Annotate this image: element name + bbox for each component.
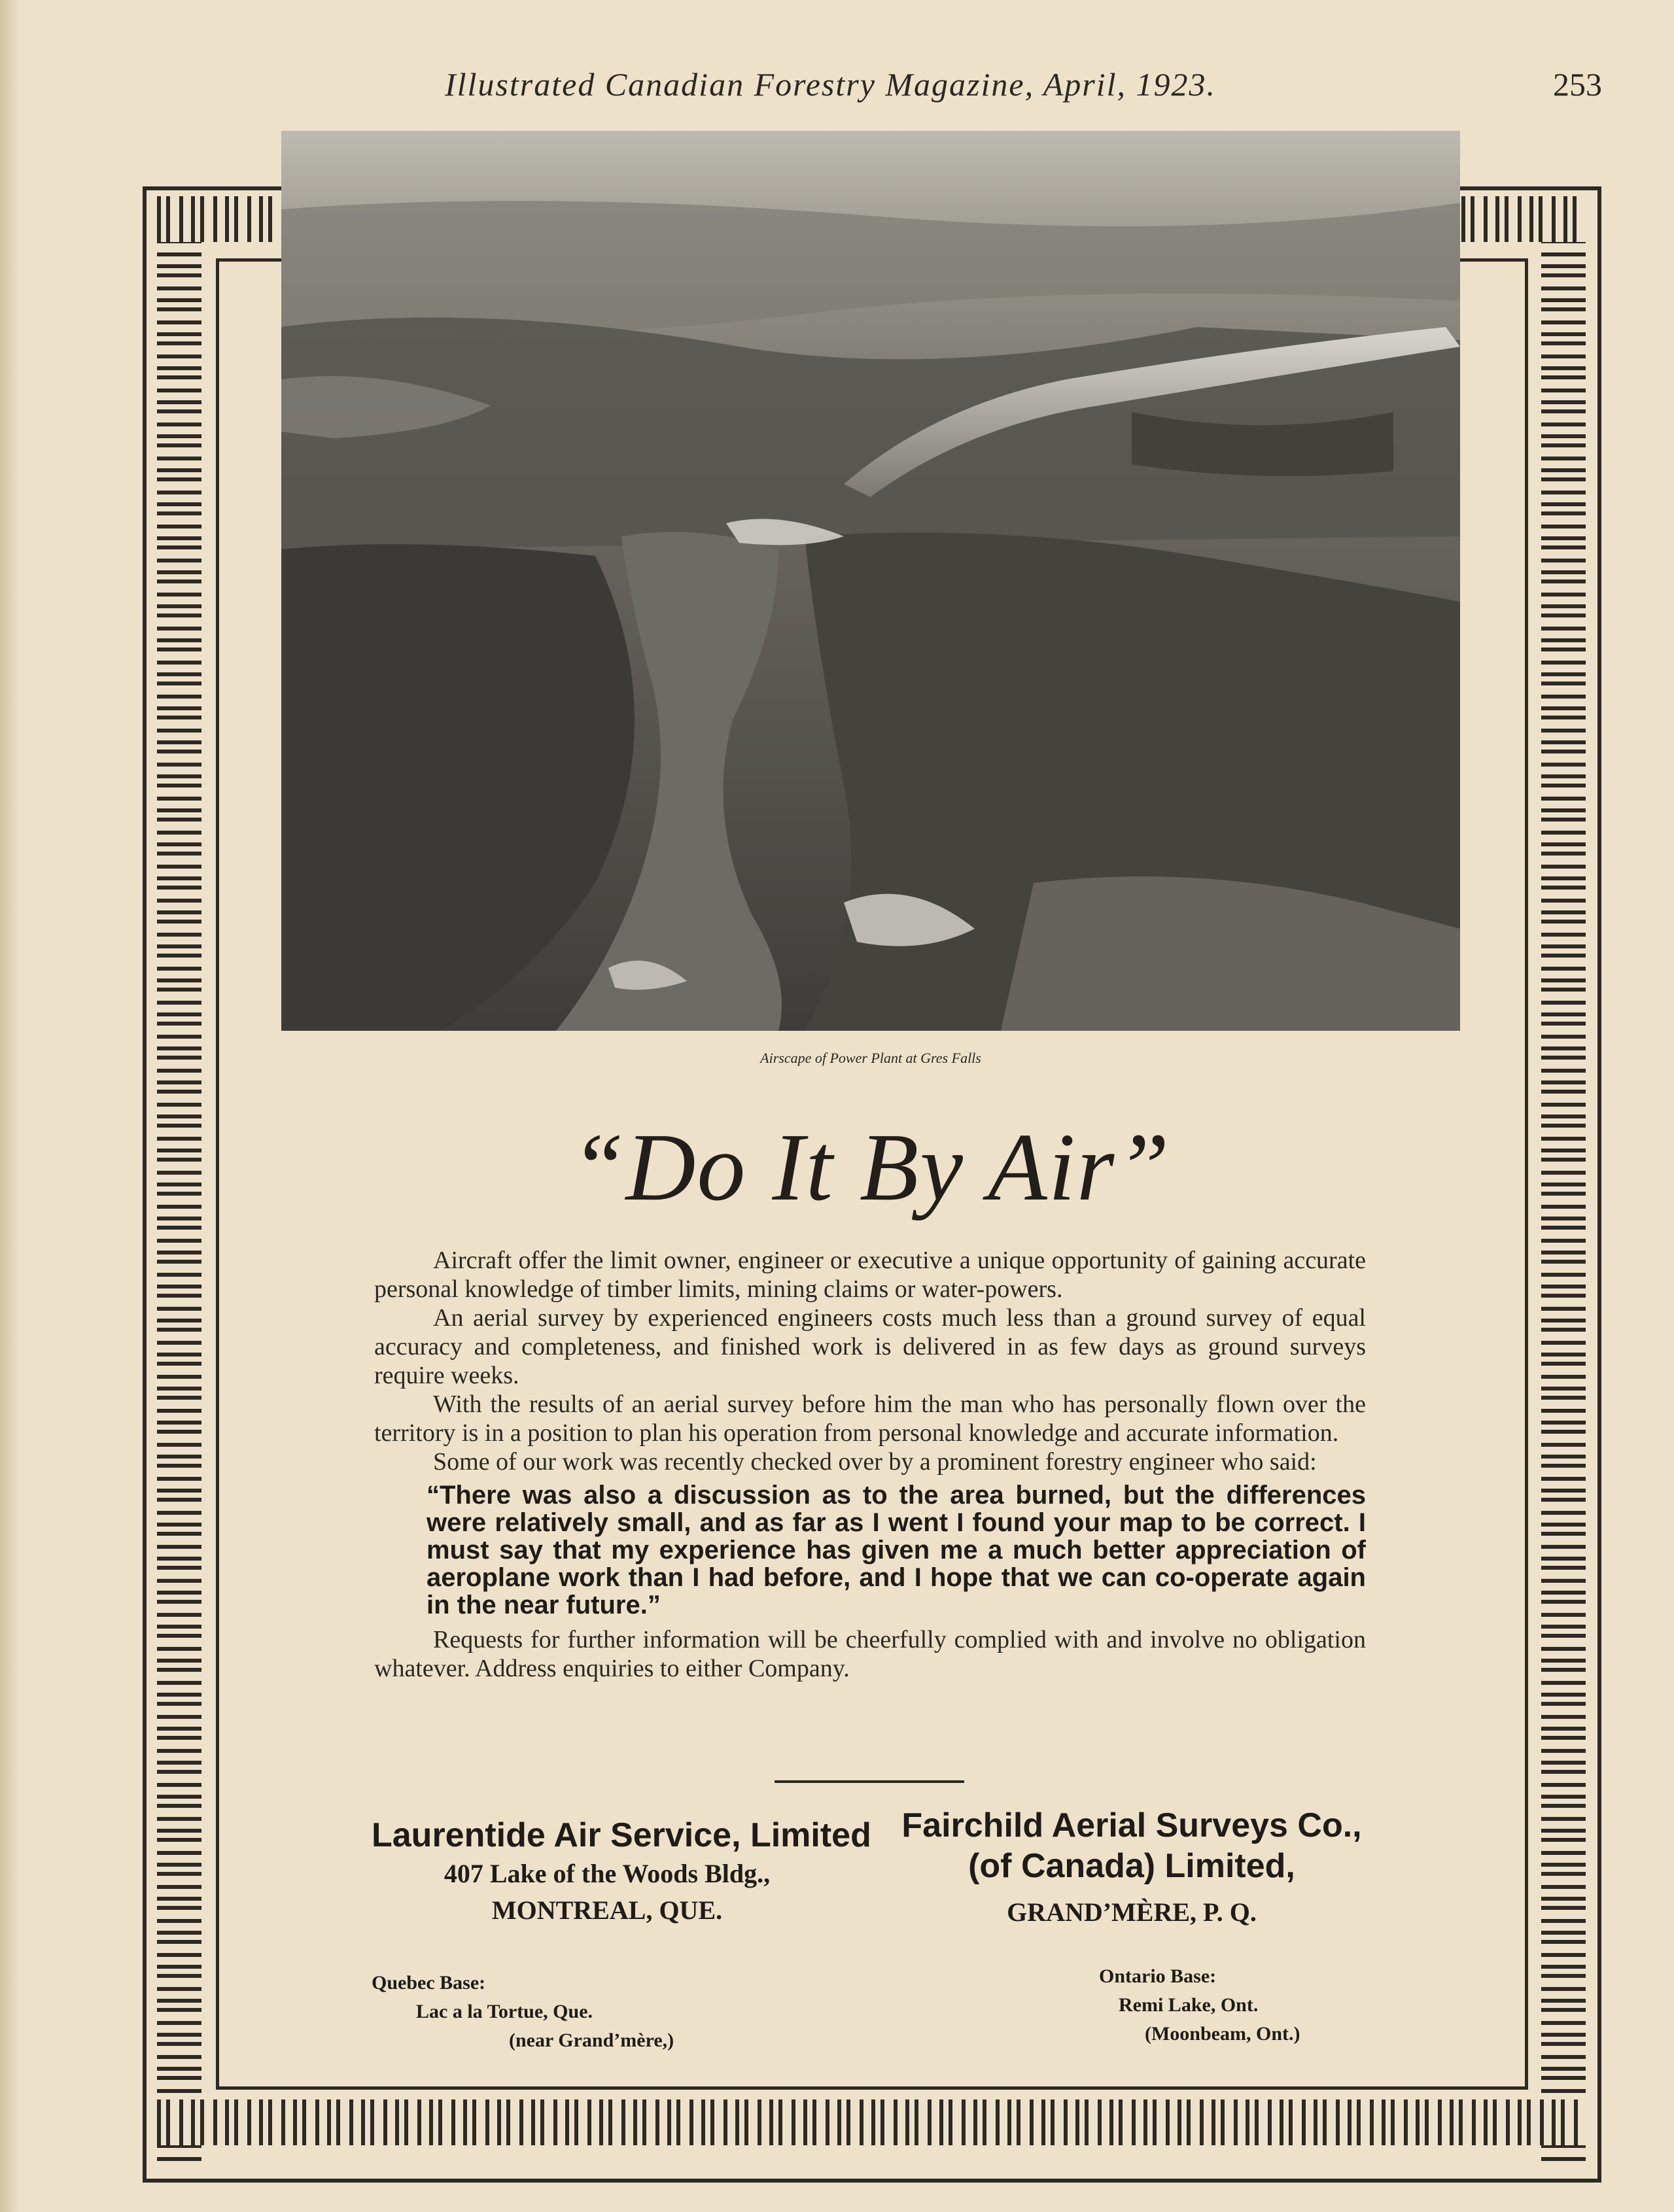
base-note: (Moonbeam, Ont.) [1145, 2023, 1300, 2045]
greek-key-band-top-left [157, 196, 281, 242]
greek-key-band-right [1541, 196, 1586, 2165]
ontario-base-info [1060, 1962, 1400, 2048]
ad-body [374, 1246, 1366, 1683]
closing-paragraph: Requests for further information will be cheerfully complied with and involve no obligation whatever. Address enquiries to either Company. [374, 1626, 1366, 1682]
company-name: Laurentide Air Service, Limited [372, 1816, 871, 1854]
magazine-title: Illustrated Canadian Forestry Magazine, April, 1923. [445, 66, 1216, 103]
base-label: Ontario Base: [1099, 1965, 1217, 1987]
quebec-base-info [372, 1969, 764, 2055]
ad-headline: “Do It By Air” [570, 1114, 1171, 1221]
base-place: Lac a la Tortue, Que. [416, 2001, 593, 2022]
running-head [0, 65, 1674, 118]
body-paragraph: With the results of an aerial survey before him the man who has personally flown over the territory is in a position to plan his operation from personal knowledge and accurate information. [374, 1391, 1366, 1447]
body-paragraph: Some of our work was recently checked over by a prominent forestry engineer who said: [433, 1448, 1317, 1476]
photo-caption: Airscape of Power Plant at Gres Falls [760, 1050, 981, 1066]
company-city: MONTREAL, QUE. [491, 1895, 723, 1925]
page-number: 253 [1553, 66, 1602, 103]
base-label: Quebec Base: [372, 1972, 486, 1994]
company-city: GRAND’MÈRE, P. Q. [1007, 1897, 1257, 1927]
body-paragraph: An aerial survey by experienced engineers costs much less than a ground survey of equal accuracy and completeness, and finished work is delivered in as few days as ground surveys require weeks. [374, 1304, 1366, 1389]
base-note: (near Grand’mère,) [509, 2030, 674, 2051]
page-spine-shadow [0, 0, 20, 2212]
company-laurentide [372, 1815, 895, 1929]
greek-key-band-top-right [1461, 196, 1586, 242]
company-name: Fairchild Aerial Surveys Co., [901, 1806, 1362, 1844]
company-name-line2: (of Canada) Limited, [968, 1847, 1295, 1885]
company-address: 407 Lake of the Woods Bldg., [444, 1859, 771, 1888]
greek-key-band-bottom [157, 2100, 1586, 2145]
greek-key-band-left [157, 196, 201, 2165]
body-paragraph: Aircraft offer the limit owner, engineer or executive a unique opportunity of gaining accurate personal knowledge of timber limits, mining claims or water-powers. [374, 1247, 1366, 1303]
company-fairchild [896, 1805, 1367, 1931]
aerial-landscape-image [281, 131, 1460, 1031]
base-place: Remi Lake, Ont. [1119, 1994, 1259, 2016]
aerial-photograph [281, 131, 1460, 1031]
divider-rule [775, 1780, 964, 1783]
engineer-quote: “There was also a discussion as to the area burned, but the differences were relatively small, and as far as I went I found your map to be correct. I must say that my experience has given me a much better appreciation of aeroplane work than I had before, and I hope that we can co-operate again in the near future.” [427, 1481, 1366, 1619]
